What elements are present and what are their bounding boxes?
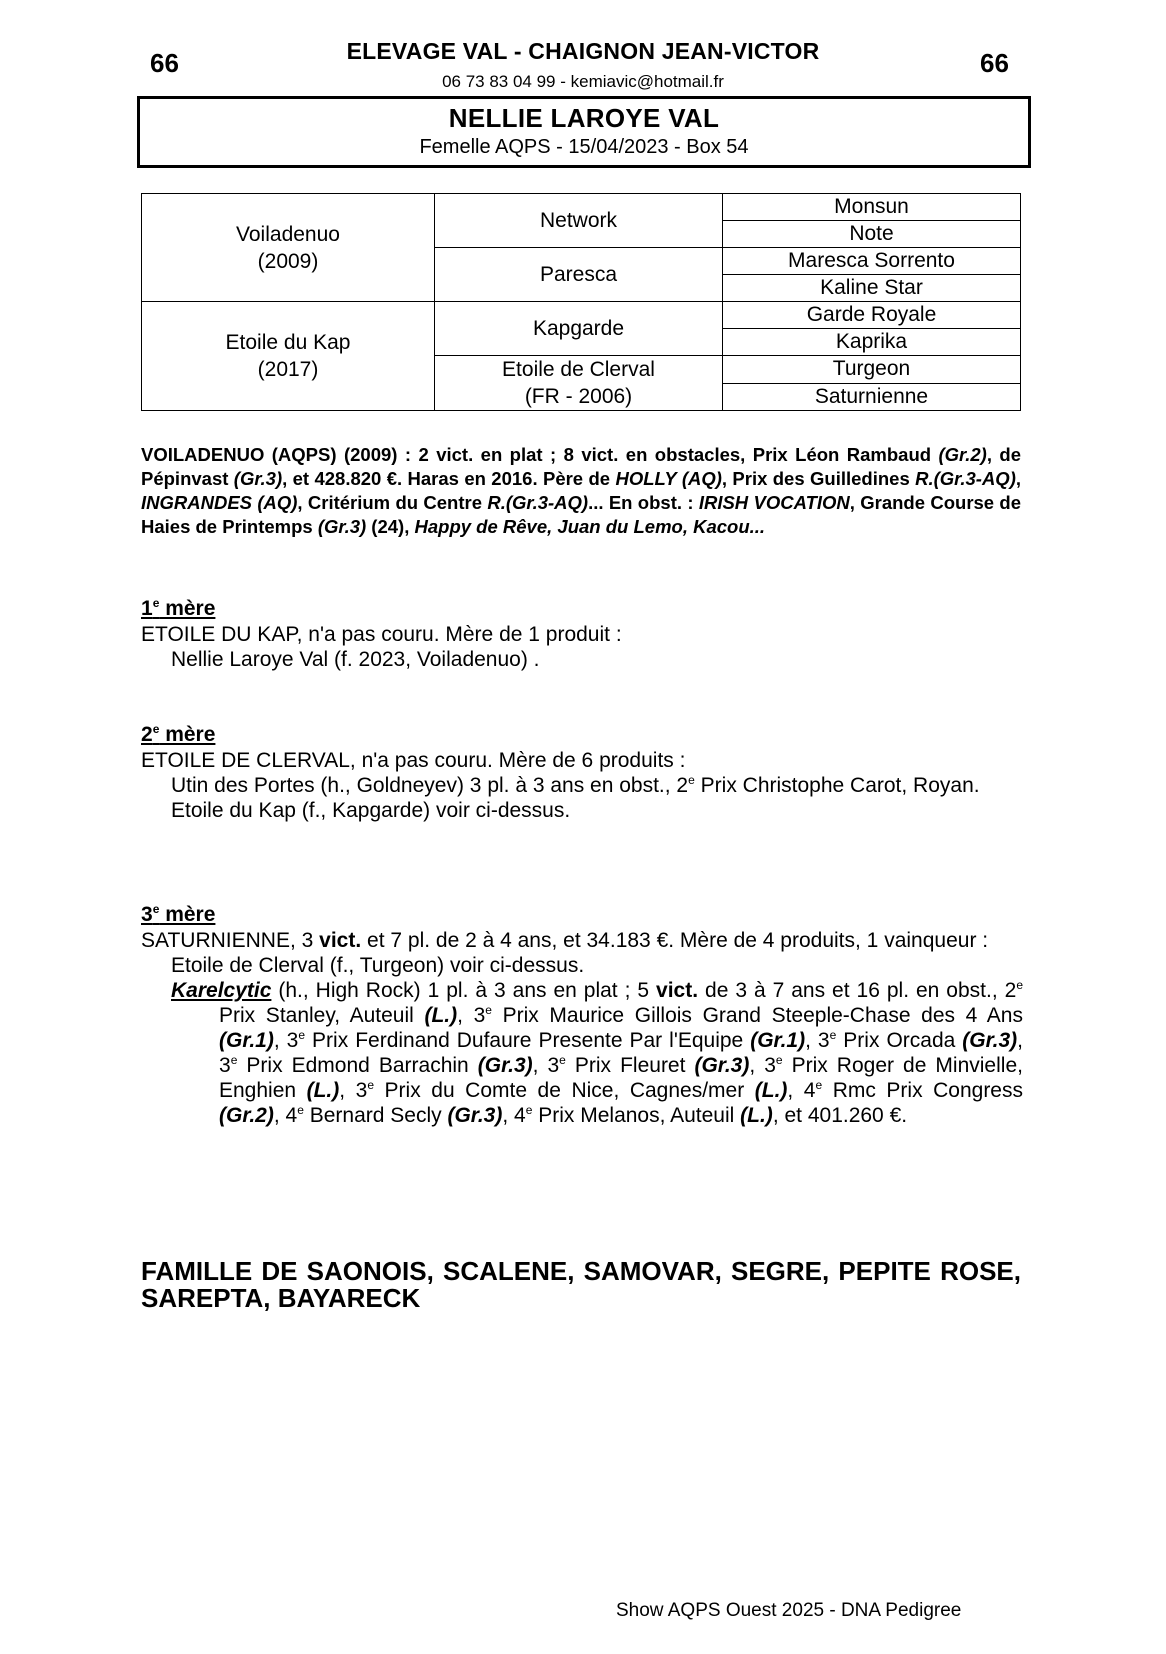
pedigree-dam-sire: Kapgarde — [435, 302, 723, 356]
third-dam-product-2: Karelcytic (h., High Rock) 1 pl. à 3 ans en plat ; 5 vict. de 3 à 7 ans et 16 pl. en obst., 2e Prix Stanley, Auteuil (L.), 3e Prix Maurice Gillois Grand Steeple-Chase des 4 Ans (Gr.1), 3e Prix Ferdinand Dufaure Presente Par l'Equipe (Gr.1), 3e Prix Orcada (Gr.3), 3e Prix Edmond Barrachin (Gr.3), 3e Prix Fleuret (Gr.3), 3e Prix Roger de Minvielle, Enghien (L.), 3e Prix du Comte de Nice, Cagnes/mer (L.), 4e Rmc Prix Congress (Gr.2), 4e Bernard Secly (Gr.3), 4e Prix Melanos, Auteuil (L.), et 401.260 €. — [171, 978, 1023, 1127]
lot-number-left: 66 — [150, 48, 179, 78]
second-dam-line: ETOILE DE CLERVAL, n'a pas couru. Mère de 6 produits : — [141, 749, 686, 772]
pedigree-dam-dam: Etoile de Clerval (FR - 2006) — [435, 356, 723, 411]
first-dam-line: ETOILE DU KAP, n'a pas couru. Mère de 1 produit : — [141, 623, 622, 646]
second-dam-section — [141, 748, 1023, 823]
first-dam-section — [141, 622, 1023, 672]
second-dam-title: 2e mère — [141, 722, 216, 746]
page-footer: Show AQPS Ouest 2025 - DNA Pedigree — [616, 1600, 962, 1621]
breeder-name: ELEVAGE VAL - CHAIGNON JEAN-VICTOR — [346, 38, 820, 64]
horse-name: NELLIE LAROYE VAL — [448, 103, 720, 133]
second-dam-product-2: Etoile du Kap (f., Kapgarde) voir ci-dessus. — [171, 799, 571, 822]
sire-note: VOILADENUO (AQPS) (2009) : 2 vict. en plat ; 8 vict. en obstacles, Prix Léon Rambaud (Gr.2), de Pépinvast (Gr.3), et 428.820 €. Haras en 2016. Père de HOLLY (AQ), Prix des Guilledines R.(Gr.3-AQ), INGRANDES (AQ), Critérium du Centre R.(Gr.3-AQ)... En obst. : IRISH VOCATION, Grande Course de Haies de Printemps (Gr.3) (24), Happy de Rêve, Juan du Lemo, Kacou... — [141, 444, 1022, 537]
karelcytic-name: Karelcytic — [171, 979, 272, 1002]
pedigree-g6: Kaprika — [723, 329, 1021, 356]
pedigree-g2: Note — [723, 221, 1021, 248]
third-dam-title: 3e mère — [141, 902, 216, 926]
family-note: FAMILLE DE SAONOIS, SCALENE, SAMOVAR, SEGRE, PEPITE ROSE, SAREPTA, BAYARECK — [141, 1256, 1021, 1313]
pedigree-g4: Kaline Star — [723, 275, 1021, 302]
third-dam-section — [141, 928, 1023, 1128]
pedigree-g3: Maresca Sorrento — [723, 248, 1021, 275]
third-dam-line: SATURNIENNE, 3 vict. et 7 pl. de 2 à 4 ans, et 34.183 €. Mère de 4 produits, 1 vainqueur : — [141, 929, 989, 952]
pedigree-table — [141, 193, 1021, 411]
horse-header-box — [137, 96, 1031, 168]
pedigree-sire-dam: Paresca — [435, 248, 723, 302]
pedigree-dam: Etoile du Kap (2017) — [142, 302, 435, 411]
breeder-contact: 06 73 83 04 99 - kemiavic@hotmail.fr — [442, 72, 724, 91]
horse-info: Femelle AQPS - 15/04/2023 - Box 54 — [419, 136, 749, 158]
pedigree-g7: Turgeon — [723, 356, 1021, 384]
pedigree-g8: Saturnienne — [723, 383, 1021, 411]
second-dam-product-1: Utin des Portes (h., Goldneyev) 3 pl. à 3 ans en obst., 2e Prix Christophe Carot, Royan. — [171, 773, 980, 797]
first-dam-title: 1e mère — [141, 596, 216, 620]
pedigree-g5: Garde Royale — [723, 302, 1021, 329]
pedigree-g1: Monsun — [723, 194, 1021, 221]
pedigree-sire-sire: Network — [435, 194, 723, 248]
pedigree-sire: Voiladenuo (2009) — [142, 194, 435, 302]
first-dam-product: Nellie Laroye Val (f. 2023, Voiladenuo) . — [171, 648, 540, 671]
third-dam-product-1: Etoile de Clerval (f., Turgeon) voir ci-dessus. — [171, 954, 585, 977]
lot-number-right: 66 — [980, 48, 1009, 78]
